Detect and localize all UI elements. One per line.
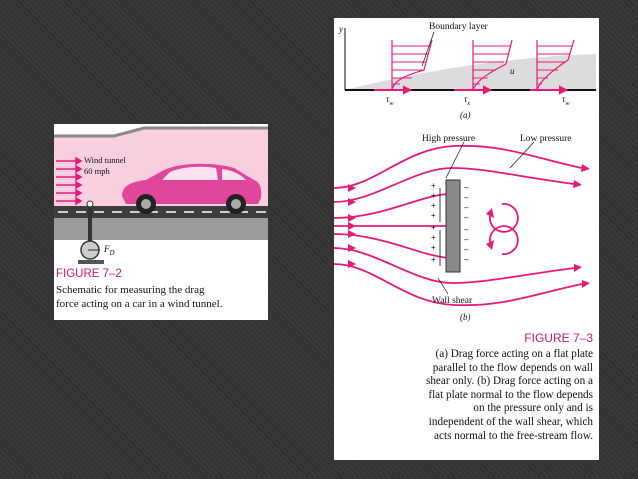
u-label: u xyxy=(510,66,515,76)
tau-w-right-label: $\tau_w$ xyxy=(562,94,570,107)
figure-7-2-panel xyxy=(54,124,268,320)
balance-strut xyxy=(88,204,92,244)
figure-7-3-panel xyxy=(334,18,599,460)
svg-text:–: – xyxy=(464,193,469,202)
boundary-layer-label: Boundary layer xyxy=(429,22,488,32)
caption-line: on the pressure only and is xyxy=(473,402,593,415)
figure-7-3-caption xyxy=(341,348,593,443)
svg-text:–: – xyxy=(464,245,469,254)
recirculation-vortices xyxy=(490,204,518,254)
boundary-layer-region xyxy=(345,54,596,90)
svg-text:–: – xyxy=(464,225,469,234)
caption-line: (a) Drag force acting on a flat plate xyxy=(435,348,593,360)
y-axis-label: y xyxy=(339,24,343,34)
svg-text:–: – xyxy=(464,183,469,192)
figure-7-2-title: FIGURE 7–2 xyxy=(56,268,122,280)
part-b-label: (b) xyxy=(460,312,471,322)
caption-line: acts normal to the free-stream flow. xyxy=(434,429,593,442)
tau-x-label: $\tau_x$ xyxy=(464,94,471,107)
low-pressure-label: Low pressure xyxy=(520,134,572,144)
svg-text:+: + xyxy=(431,181,436,190)
figure-7-2-caption-2: force acting on a car in a wind tunnel. xyxy=(56,298,223,310)
svg-text:+: + xyxy=(431,255,436,264)
tunnel-label: Wind tunnel xyxy=(84,155,126,165)
svg-text:–: – xyxy=(464,255,469,264)
svg-text:+: + xyxy=(431,201,436,210)
svg-text:–: – xyxy=(464,203,469,212)
tau-w-left-label: $\tau_w$ xyxy=(386,94,394,107)
wall-shear-label: Wall shear xyxy=(432,296,473,306)
tunnel-speed: 60 mph xyxy=(84,166,110,176)
svg-text:–: – xyxy=(464,213,469,222)
high-pressure-label: High pressure xyxy=(422,134,476,144)
drag-force-label: $F_D$ xyxy=(104,244,115,257)
svg-text:+: + xyxy=(431,243,436,252)
caption-line: independent of the wall shear, which xyxy=(428,415,593,428)
figure-7-3-title: FIGURE 7–3 xyxy=(524,331,593,345)
part-a-label: (a) xyxy=(460,110,471,120)
normal-plate xyxy=(446,180,460,272)
figure-7-2-caption-1: Schematic for measuring the drag xyxy=(56,284,205,296)
svg-text:+: + xyxy=(431,211,436,220)
caption-line: shear only. (b) Drag force acting on a xyxy=(425,375,593,388)
caption-line: parallel to the flow depends on wall xyxy=(432,361,593,374)
svg-text:+: + xyxy=(431,223,436,232)
caption-line: flat plate normal to the flow depends xyxy=(428,388,593,401)
svg-text:+: + xyxy=(431,191,436,200)
svg-text:–: – xyxy=(464,235,469,244)
svg-text:+: + xyxy=(431,233,436,242)
